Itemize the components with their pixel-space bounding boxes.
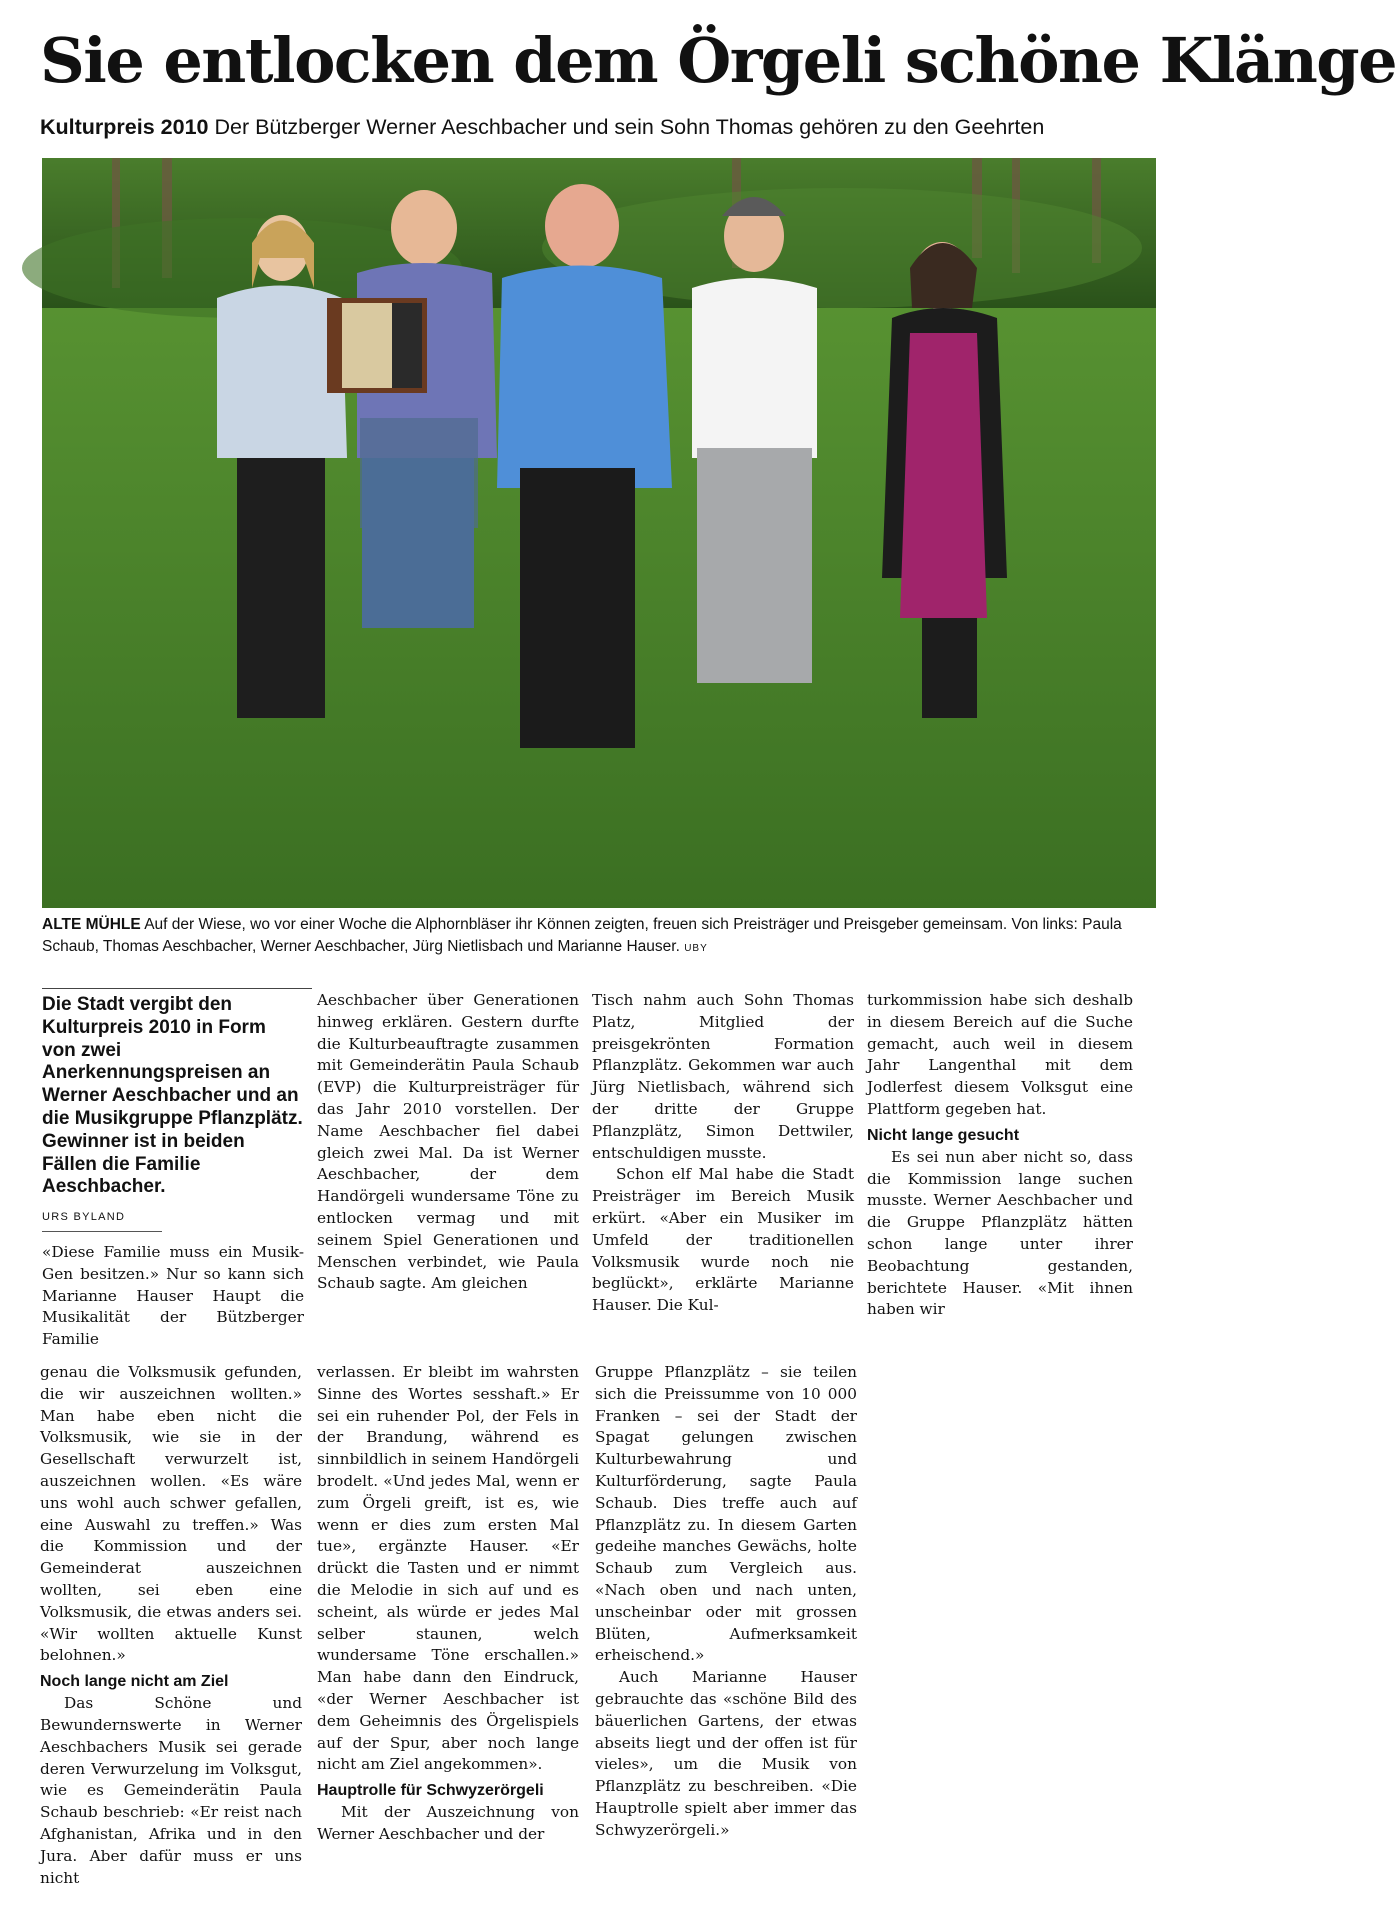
headline: Sie entlocken dem Örgeli schöne Klänge — [40, 24, 1396, 97]
divider — [42, 988, 312, 989]
byline: URS BYLAND — [42, 1207, 162, 1232]
column-2-upper — [317, 990, 579, 1295]
photo-credit: UBY — [684, 943, 708, 954]
body-paragraph: Das Schöne und Bewundernswerte in Werner Aeschbachers Musik sei gerade deren Verwurzelung im Volksgut, wie es Gemeinderätin Paula Schaub beschrieb: «Er reist nach Afghanistan, Afrika und in den Jura. Aber dafür muss er uns nicht — [40, 1694, 302, 1887]
column-4-upper — [867, 990, 1133, 1321]
column-2-lower — [317, 1362, 579, 1846]
column-1-lower — [40, 1362, 302, 1889]
group-photo — [42, 158, 1156, 908]
body-paragraph: Schon elf Mal habe die Stadt Preisträger im Bereich Musik erkürt. «Aber ein Musiker im Umfeld der traditionellen Volksmusik wurde noch nie beglückt», erklärte Marianne Hauser. Die Kul- — [592, 1165, 854, 1315]
caption-text: Auf der Wiese, wo vor einer Woche die Alphornbläser ihr Können zeigten, freuen sich Preisträger und Preisgeber gemeinsam. Von links: Paula Schaub, Thomas Aeschbacher, Werner Aeschbacher, Jürg Nietlisbach und Marianne Hauser. — [42, 916, 1122, 955]
body-paragraph: Tisch nahm auch Sohn Thomas Platz, Mitglied der preisgekrönten Formation Pflanzplätz. Gekommen war auch Jürg Nietlisbach, während sich der dritte der Gruppe Pflanzplätz, Simon Dettwiler, entschuldigen musste. — [592, 991, 854, 1162]
subhead-kicker: Kulturpreis 2010 — [40, 115, 209, 139]
column-3-lower — [595, 1362, 857, 1842]
body-paragraph: «Diese Familie muss ein Musik-Gen besitzen.» Nur so kann sich Marianne Hauser Haupt die Musikalität der Bützberger Familie — [42, 1242, 304, 1349]
body-paragraph: Auch Marianne Hauser gebrauchte das «schöne Bild des bäuerlichen Gartens, der etwas abseits liegt und der offen ist für vieles», um die Musik von Pflanzplätz zu beschreiben. «Die Hauptrolle spielt aber immer das Schwyzerörgeli.» — [595, 1668, 857, 1839]
body-paragraph: turkommission habe sich deshalb in diesem Bereich auf die Suche gemacht, auch weil in diesem Jahr Langenthal mit dem Jodlerfest diesem Volksgut eine Plattform gegeben hat. — [867, 991, 1133, 1118]
caption-label: ALTE MÜHLE — [42, 916, 141, 933]
lead-paragraph: Die Stadt vergibt den Kulturpreis 2010 in Form von zwei Anerkennungspreisen an Werner Aeschbacher und an die Musikgruppe Pflanzplätz. Gewinner ist in beiden Fällen die Familie Aeschbacher. — [42, 994, 303, 1198]
column-3-upper — [592, 990, 854, 1317]
column-1-upper — [42, 994, 304, 1351]
body-paragraph: Mit der Auszeichnung von Werner Aeschbacher und der — [317, 1803, 579, 1843]
group-photo-illustration — [42, 158, 1156, 908]
subheading: Nicht lange gesucht — [867, 1126, 1020, 1144]
body-paragraph: Aeschbacher über Generationen hinweg erklären. Gestern durfte die Kulturbeauftragte zusammen mit Gemeinderätin Paula Schaub (EVP) die Kulturpreisträger für das Jahr 2010 vorstellen. Der Name Aeschbacher fiel dabei gleich zwei Mal. Da ist Werner Aeschbacher, der dem Handörgeli wundersame Töne zu entlocken vermag und mit seinem Spiel Generationen und Menschen verbindet, wie Paula Schaub sagte. Am gleichen — [317, 991, 579, 1293]
subhead-text: Der Bützberger Werner Aeschbacher und sein Sohn Thomas gehören zu den Geehrten — [214, 115, 1045, 139]
subheading: Noch lange nicht am Ziel — [40, 1673, 229, 1691]
subheading: Hauptrolle für Schwyzerörgeli — [317, 1782, 544, 1800]
accordion-icon — [327, 298, 427, 393]
body-paragraph: Gruppe Pflanzplätz – sie teilen sich die Preissumme von 10 000 Franken – sei der Stadt der Spagat gelungen zwischen Kulturbewahrung und Kulturförderung, sagte Paula Schaub. Dies treffe auch auf Pflanzplätz zu. In diesem Garten gedeihe manches Gewächs, holte Schaub zum Vergleich aus. «Nach oben und nach unten, unscheinbar oder mit grossen Blüten, Aufmerksamkeit erheischend.» — [595, 1363, 857, 1665]
body-paragraph: verlassen. Er bleibt im wahrsten Sinne des Wortes sesshaft.» Er sei ein ruhender Pol, der Fels in der Brandung, während es sinnbildlich in seinem Handörgeli brodelt. «Und jedes Mal, wenn er zum Örgeli greift, ist es, wie wenn er dies zum ersten Mal tue», ergänzte Hauser. «Er drückt die Tasten und er nimmt die Melodie in sich auf und es scheint, als würde er jedes Mal selber staunen, welch wundersame Töne erschallen.» Man habe dann den Eindruck, «der Werner Aeschbacher ist dem Geheimnis des Örgelispiels auf der Spur, aber noch lange nicht am Ziel angekommen». — [317, 1363, 579, 1774]
subheadline — [40, 113, 1170, 141]
photo-caption — [42, 914, 1162, 960]
body-paragraph: genau die Volksmusik gefunden, die wir auszeichnen wollten.» Man habe eben nicht die Volksmusik, wie sie in der Gesellschaft verwurzelt ist, auszeichnen wollen. «Es wäre uns wohl auch schwer gefallen, eine Auswahl zu treffen.» Was die Kommission und der Gemeinderat auszeichnen wollten, sei eben eine Volksmusik, die etwas anders sei. «Wir wollten aktuelle Kunst belohnen.» — [40, 1363, 302, 1665]
body-paragraph: Es sei nun aber nicht so, dass die Kommission lange suchen musste. Werner Aeschbacher und die Gruppe Pflanzplätz hätten schon lange unter ihrer Beobachtung gestanden, berichtete Hauser. «Mit ihnen haben wir — [867, 1147, 1133, 1319]
